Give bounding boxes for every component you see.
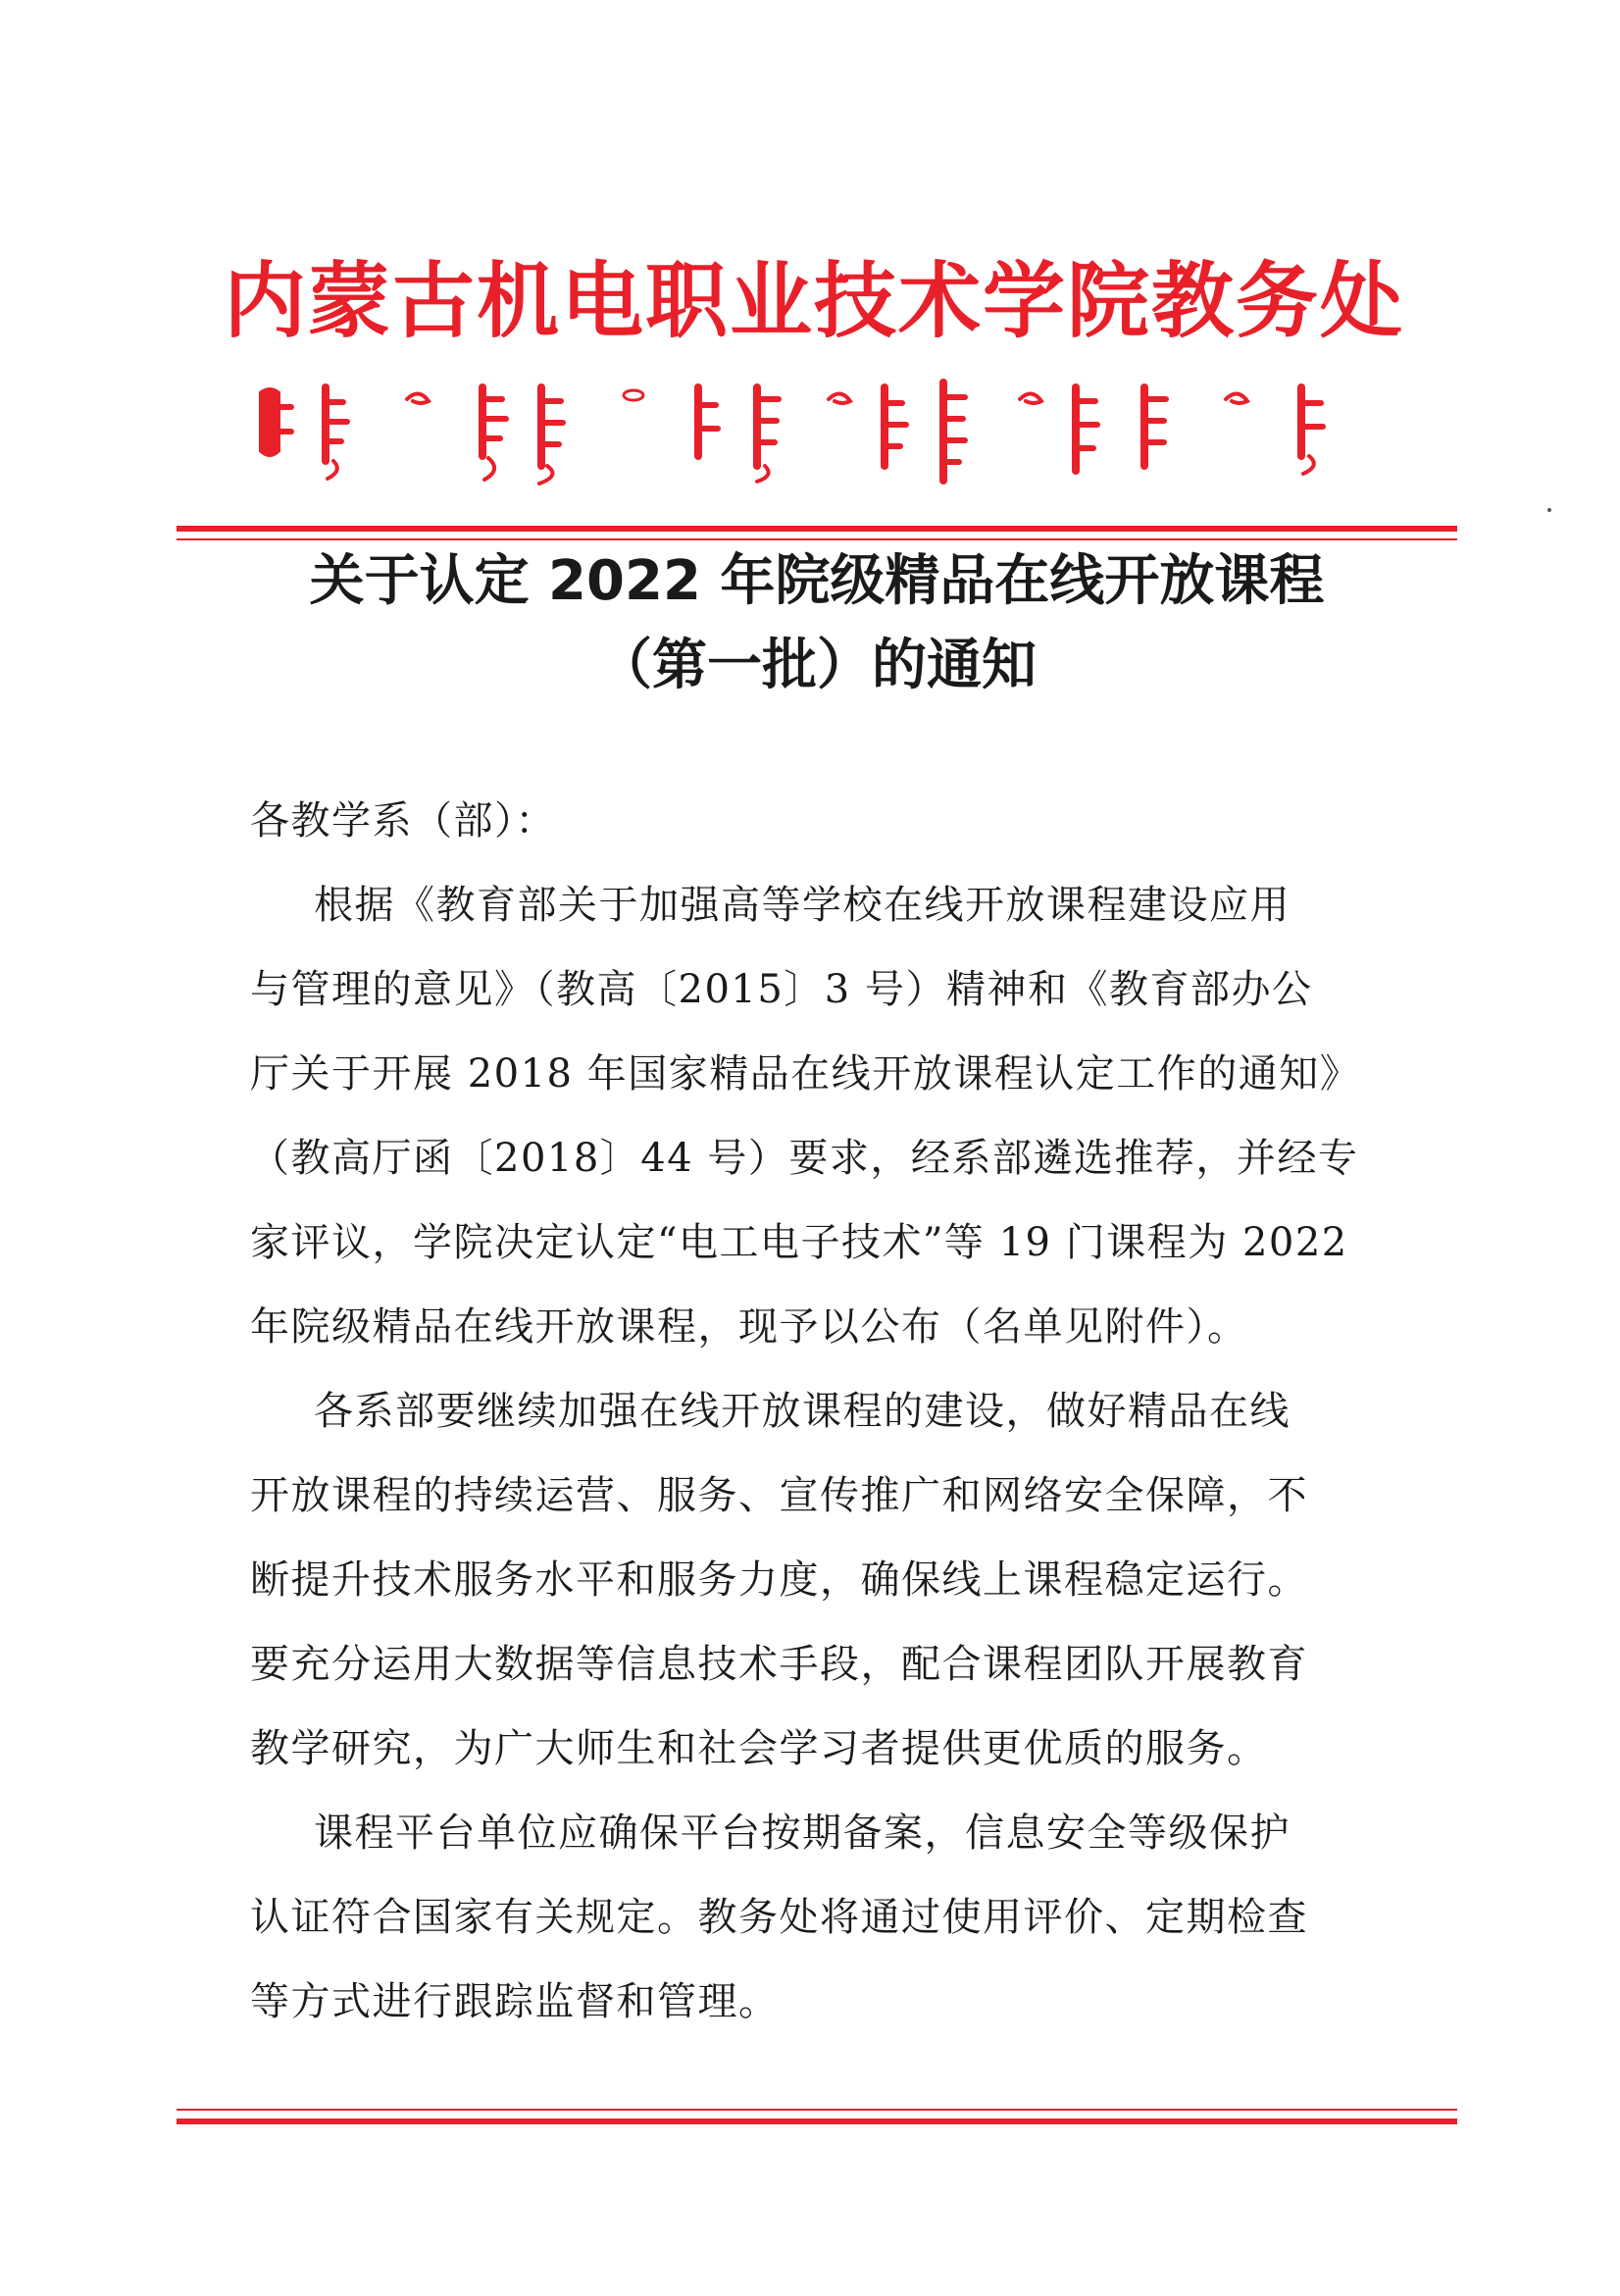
- document-title-line-2: （第一批）的通知: [597, 634, 1037, 697]
- mongolian-mark-5: [1226, 393, 1247, 403]
- mongolian-word-11: [1301, 387, 1323, 474]
- body-line: 年院级精品在线开放课程，现予以公布（名单见附件）。: [250, 1304, 1248, 1350]
- scan-speck: [1547, 508, 1551, 512]
- body-line: 各系部要继续加强在线开放课程的建设，做好精品在线: [314, 1389, 1291, 1434]
- body-line: 与管理的意见》（教高〔2015〕3 号）精神和《教育部办公: [250, 967, 1313, 1012]
- mongolian-word-1: [260, 388, 291, 456]
- body-line: 根据《教育部关于加强高等学校在线开放课程建设应用: [314, 883, 1291, 928]
- mongolian-mark-1: [407, 393, 429, 403]
- mongolian-script-header: [230, 378, 1407, 485]
- mongolian-word-5: [698, 387, 718, 456]
- body-line: 要充分运用大数据等信息技术手段，配合课程团队开展教育: [250, 1642, 1308, 1687]
- mongolian-word-8: [943, 383, 965, 481]
- body-line: 断提升技术服务水平和服务力度，确保线上课程稳定运行。: [250, 1557, 1308, 1603]
- header-rule-thick: [177, 526, 1457, 532]
- body-line: 厅关于开展 2018 年国家精品在线开放课程认定工作的通知》: [250, 1051, 1361, 1097]
- mongolian-word-6: [757, 387, 779, 482]
- mongolian-word-7: [885, 387, 906, 466]
- mongolian-word-2: [326, 387, 347, 479]
- body-line: 教学研究，为广大师生和社会学习者提供更优质的服务。: [250, 1726, 1268, 1771]
- mongolian-mark-4: [1020, 393, 1041, 403]
- document-title-line-1: 关于认定 2022 年院级精品在线开放课程: [309, 549, 1325, 613]
- mongolian-word-9: [1076, 387, 1097, 471]
- org-header-title: 内蒙古机电职业技术学院教务处: [223, 252, 1404, 349]
- footer-rule-thin: [177, 2109, 1457, 2111]
- body-line: 课程平台单位应确保平台按期备案，信息安全等级保护: [314, 1811, 1291, 1856]
- footer-rule-thick: [177, 2118, 1457, 2124]
- body-line: （教高厅函〔2018〕44 号）要求，经系部遴选推荐，并经专: [250, 1136, 1359, 1181]
- body-line: 等方式进行跟踪监督和管理。: [250, 1979, 780, 2024]
- mongolian-word-3: [482, 387, 506, 480]
- body-line: 开放课程的持续运营、服务、宣传推广和网络安全保障，不: [250, 1473, 1308, 1518]
- mongolian-word-10: [1144, 387, 1166, 466]
- body-line: 家评议，学院决定认定“电工电子技术”等 19 门课程为 2022: [250, 1220, 1348, 1265]
- mongolian-mark-3: [829, 393, 850, 403]
- header-rule-thin: [177, 538, 1457, 540]
- body-line: 认证符合国家有关规定。教务处将通过使用评价、定期检查: [250, 1895, 1308, 1940]
- salutation: 各教学系（部）：: [250, 798, 556, 843]
- mongolian-word-4: [539, 387, 563, 484]
- mongolian-mark-2: [624, 390, 643, 400]
